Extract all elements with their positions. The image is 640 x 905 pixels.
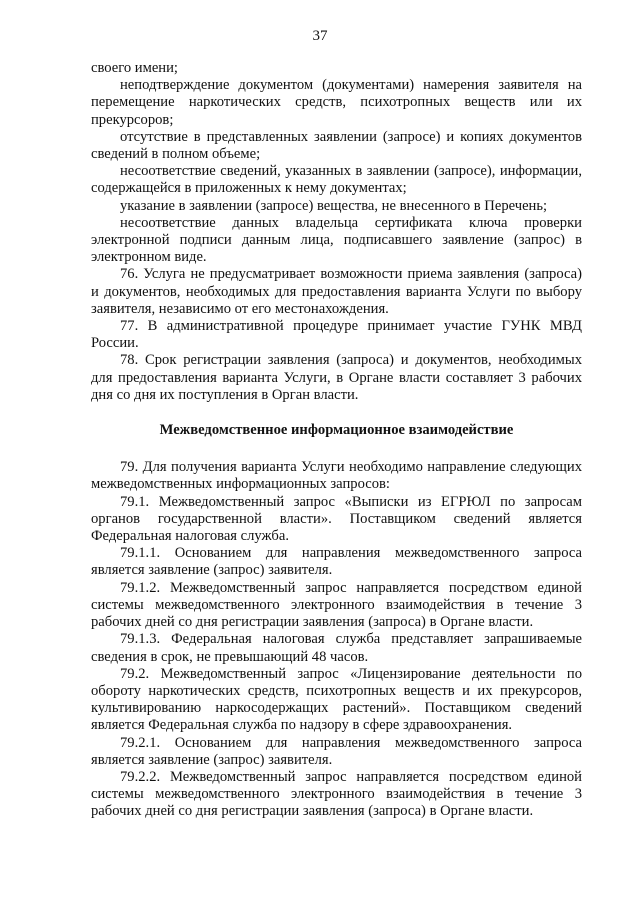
paragraph: несоответствие данных владельца сертификата ключа проверки электронной подписи данным лица, подписавшего заявление (запрос) в электронном виде. xyxy=(91,214,582,266)
paragraph-79-1-1: 79.1.1. Основанием для направления межведомственного запроса является заявление (запрос) заявителя. xyxy=(91,545,582,579)
paragraph-79-2-2: 79.2.2. Межведомственный запрос направляется посредством единой системы межведомственного электронного взаимодействия в течение 3 рабочих дней со дня регистрации заявления (запроса) в Органе власти. xyxy=(91,768,582,820)
paragraph: своего имени; xyxy=(91,60,178,76)
paragraph-77: 77. В административной процедуре принимает участие ГУНК МВД России. xyxy=(91,318,582,352)
paragraph-79: 79. Для получения варианта Услуги необходимо направление следующих межведомственных информационных запросов: xyxy=(91,459,582,493)
section-heading: Межведомственное информационное взаимодействие xyxy=(159,422,514,439)
paragraph: указание в заявлении (запросе) вещества, не внесенного в Перечень; xyxy=(120,197,548,214)
paragraph-79-2-1: 79.2.1. Основанием для направления межведомственного запроса является заявление (запрос) заявителя. xyxy=(91,734,582,768)
paragraph-79-1-3: 79.1.3. Федеральная налоговая служба представляет запрашиваемые сведения в срок, не превышающий 48 часов. xyxy=(91,631,582,665)
paragraph-78: 78. Срок регистрации заявления (запроса) и документов, необходимых для предоставления варианта Услуги, в Органе власти составляет 3 рабочих дня со дня их поступления в Орган власти. xyxy=(91,352,582,403)
page-number: 37 xyxy=(312,28,328,44)
paragraph: неподтверждение документом (документами) намерения заявителя на перемещение наркотических средств, психотропных веществ или их прекурсоров; xyxy=(91,77,582,128)
paragraph: несоответствие сведений, указанных в заявлении (запросе), информации, содержащейся в приложенных к нему документах; xyxy=(91,163,582,197)
paragraph-79-1-2: 79.1.2. Межведомственный запрос направляется посредством единой системы межведомственного электронного взаимодействия в течение 3 рабочих дней со дня регистрации заявления (запроса) в Органе власти. xyxy=(91,579,582,631)
document-body xyxy=(91,60,582,821)
paragraph-79-1: 79.1. Межведомственный запрос «Выписки из ЕГРЮЛ по запросам органов государственной власти». Поставщиком сведений является Федеральная налоговая служба. xyxy=(91,493,582,545)
paragraph-76: 76. Услуга не предусматривает возможности приема заявления (запроса) и документов, необходимых для предоставления варианта Услуги по выбору заявителя, независимо от его местонахождения. xyxy=(91,266,582,317)
paragraph-79-2: 79.2. Межведомственный запрос «Лицензирование деятельности по обороту наркотических средств, психотропных веществ и их прекурсоров, культивированию наркосодержащих растений». Поставщиком сведений является Федеральная служба по надзору в сфере здравоохранения. xyxy=(91,665,582,734)
paragraph: отсутствие в представленных заявлении (запросе) и копиях документов сведений в полном объеме; xyxy=(91,128,582,163)
